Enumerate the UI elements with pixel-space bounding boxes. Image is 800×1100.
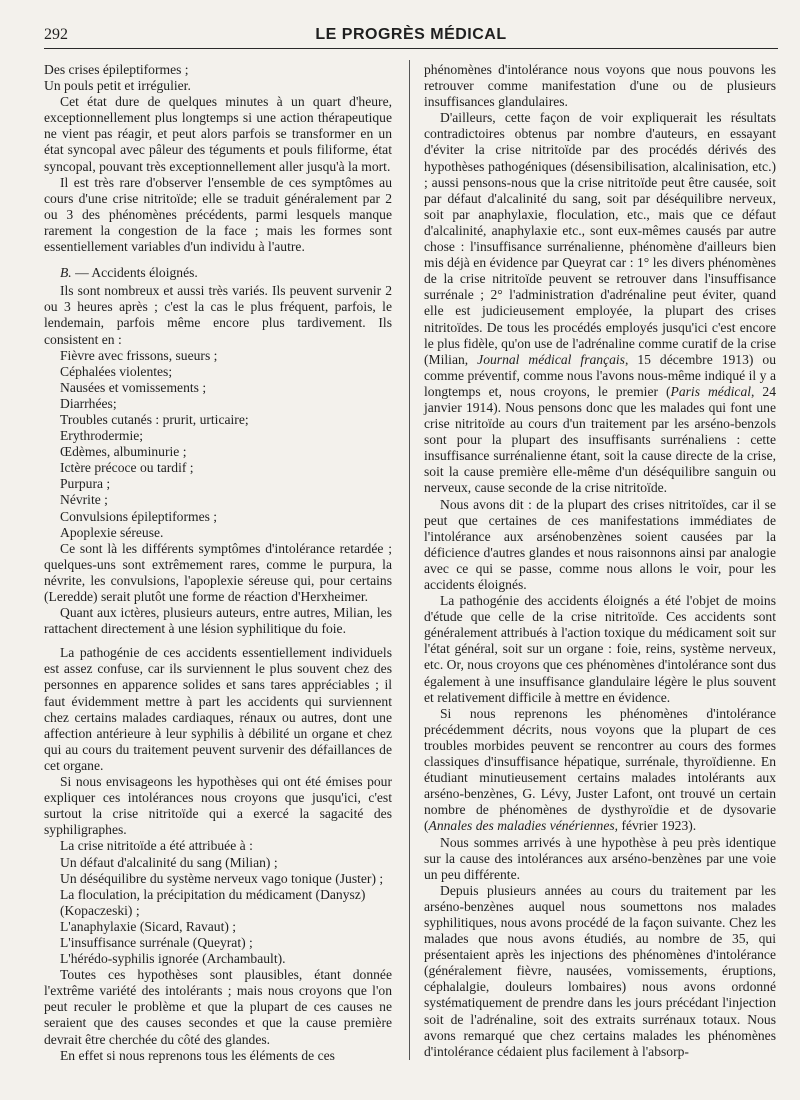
journal-citation: Journal médical français: [477, 351, 625, 367]
paragraph: La pathogénie des accidents éloignés a été l'objet de moins d'étude que celle de la crise nitritoïde. Ces accidents sont généralement attribués à l'action toxique du médicament soit sur l'état général, soit sur un organe : foie, reins, système nerveux, etc. Or, nous croyons que ces phénomènes d'intolérance sont dus également à une insuffisance glandulaire légère le plus souvent et relativement difficile à mettre en évidence.: [424, 593, 776, 705]
column-divider: [409, 60, 410, 1060]
paragraph: [424, 706, 776, 835]
paragraph: Un pouls petit et irrégulier.: [44, 78, 191, 94]
list-item: Un défaut d'alcalinité du sang (Milian) ;: [60, 854, 278, 870]
list-item: Erythrodermie;: [60, 428, 144, 444]
list-item: Troubles cutanés : prurit, urticaire;: [60, 411, 249, 427]
text-run: D'ailleurs, cette façon de voir expliquerait les résultats contradictoires obtenus par nombre d'auteurs, en essayant d'éviter la crise nitritoïde par des procédés dérivés des hypothèses pathogéniques (désensibilisation, alcalinisation, etc.) ; aussi pensons-nous que la crise nitritoïde peut être causée, soit par défaut d'alcalinité du sang, soit par déséquilibre nerveux, soit par anaphylaxie, floculation, etc., mais que ce défaut d'alcalinité, anaphylaxie etc., sont eux-mêmes causés par autre chose : l'insuffisance surrénalienne, phénomène d'ailleurs bien mis déjà en évidence par Queyrat car : 1° les divers phénomènes de la crise nitritoïde peuvent se retrouver dans l'insuffisance surrénale ; 2° l'administration d'adrénaline peut éviter, quand elle est judicieusement employée, la plupart des crises nitritoïdes. De tous les procédés employés jusqu'ici c'est encore le plus fidèle, qu'on use de l'adrénaline comme curatif de la crise (Milian,: [424, 110, 776, 367]
paragraph: phénomènes d'intolérance nous voyons que nous pouvons les retrouver comme manifestation d'une ou de plusieurs insuffisances glandulaires.: [424, 62, 776, 110]
list-item: L'hérédo-syphilis ignorée (Archambault).: [60, 951, 286, 967]
text-run: , 15 décembre 1913) ou comme préventif, comme nous l'avons nous-même indiqué il y a longtemps et, nous croyons, le premier (: [424, 351, 776, 399]
paragraph: Des crises épileptiformes ;: [44, 62, 189, 77]
page-number: 292: [44, 26, 68, 43]
paragraph: Toutes ces hypothèses sont plausibles, étant donnée l'extrême variété des intolérants ; mais nous croyons que l'on peut reculer le problème et que la plupart de ces causes ne seraient que des causes secondes et que la cause première devrait être cherchée du côté des glandes.: [44, 967, 392, 1047]
list-item: Œdèmes, albuminurie ;: [60, 444, 187, 460]
paragraph: En effet si nous reprenons tous les éléments de ces: [60, 1047, 335, 1063]
paragraph: Ce sont là les différents symptômes d'intolérance retardée ; quelques-uns sont extrêmement rares, comme le purpura, la névrite, les convulsions, l'apoplexie séreuse qui, pour certains (Leredde) serait plutôt une forme de réaction d'Herxheimer.: [44, 540, 392, 604]
paragraph: Nous avons dit : de la plupart des crises nitritoïdes, car il se peut que certaines de ces manifestations immédiates de l'intolérance aux arsénobenzènes soient causées par la déficience d'autres glandes et nous raisonnons ainsi par analogie avec ce qui se passe, comme nous allons le voir, pour les accidents éloignés.: [424, 496, 776, 592]
section-title: — Accidents éloignés.: [71, 265, 198, 281]
list-item: Apoplexie séreuse.: [60, 524, 164, 540]
section-heading: [44, 265, 392, 281]
list-item: L'insuffisance surrénale (Queyrat) ;: [60, 934, 253, 950]
journal-citation: Paris médical: [670, 383, 752, 399]
paragraph: Depuis plusieurs années au cours du traitement par les arséno-benzènes auquel nous soumettons nos malades syphilitiques, nous avons procédé de la façon suivante. Chez les malades que nous avons étudiés, au nombre de 35, qui présentaient après les injections des phénomènes d'intolérance (généralement fièvre, nausées, vomissements, éruptions, céphalalgie, douleurs lombaires) nous avons ordonné systématiquement de prendre dans les jours précédant l'injection soit de l'adrénaline, soit des extraits surrénaux totaux. Nous avons remarqué que chez certains malades les phénomènes d'intolérance cédaient plus facilement à l'absorp-: [424, 882, 776, 1059]
list-item: L'anaphylaxie (Sicard, Ravaut) ;: [60, 918, 237, 934]
list-item: Diarrhées;: [60, 395, 117, 411]
list-item: Nausées et vomissements ;: [60, 379, 207, 395]
section-letter: B.: [60, 265, 72, 281]
left-column: [44, 62, 392, 1064]
list-item: Névrite ;: [60, 492, 108, 508]
paragraph: La crise nitritoïde a été attribuée à :: [60, 838, 253, 854]
right-column: [424, 62, 776, 1060]
paragraph: Cet état dure de quelques minutes à un quart d'heure, exceptionnellement plus longtemps si une action thérapeutique ne vient pas réagir, et peut alors parfois se transformer en un état syncopal avec pâleur des téguments et pouls filiforme, état syncopal, pouvant très exceptionnellement aller jusqu'à la mort.: [44, 94, 392, 174]
list-item: Ictère précoce ou tardif ;: [60, 460, 194, 476]
paragraph: Ils sont nombreux et aussi très variés. Ils peuvent survenir 2 ou 3 heures après ; c'est la cas le plus fréquent, parfois, le lendemain, parfois même encore plus tardivement. Ils consistent en :: [44, 283, 392, 347]
paragraph: Si nous envisageons les hypothèses qui ont été émises pour expliquer ces intolérances nous croyons que jusqu'ici, c'est surtout la crise nitritoïde qui a exercé la sagacité des syphiligraphes.: [44, 774, 392, 838]
paragraph: Nous sommes arrivés à une hypothèse à peu près identique sur la cause des intolérances aux arséno-benzènes par une voie un peu différente.: [424, 834, 776, 882]
list-item: Céphalées violentes;: [60, 363, 173, 379]
paragraph-gap: [44, 637, 392, 645]
list-item: Convulsions épileptiformes ;: [60, 508, 218, 524]
list-item: Fièvre avec frissons, sueurs ;: [60, 347, 218, 363]
journal-title: LE PROGRÈS MÉDICAL: [315, 26, 507, 43]
journal-citation: Annales des maladies vénériennes: [428, 818, 615, 834]
paragraph: Quant aux ictères, plusieurs auteurs, entre autres, Milian, les rattachent directement à une lésion syphilitique du foie.: [44, 605, 392, 637]
page-header: [44, 22, 778, 49]
text-run: , 24 janvier 1914). Nous pensons donc que les malades qui font une crise nitritoïde au cours d'un traitement par les arséno-benzols sont pour la plupart des insuffisants surrénaliens : cette insuffisance surrénalienne étant, soit la cause directe de la crise, soit la cause première elle-même d'un déséquilibre sanguin ou nerveux, cause seconde de la crise nitritoïde.: [424, 383, 776, 496]
list-item: La floculation, la précipitation du médicament (Danysz) (Kopaczeski) ;: [60, 886, 366, 918]
text-run: Si nous reprenons les phénomènes d'intolérance précédemment décrits, nous voyons que la plupart de ces troubles morbides peuvent se rencontrer au cours des formes classiques d'insuffisance hépatique, surrénale, thyroïdienne. En étudiant minutieusement certains malades intolérants aux arséno-benzènes, G. Lévy, Juster Lafont, ont trouvé un certain nombre de phénomènes de dysthyroïdie et de dysovarie (: [424, 705, 776, 834]
list-item: Un déséquilibre du système nerveux vago tonique (Juster) ;: [60, 870, 384, 886]
list-item: Purpura ;: [60, 476, 111, 492]
paragraph: Il est très rare d'observer l'ensemble de ces symptômes au cours d'une crise nitritoïde; elle se traduit généralement par 2 ou 3 des phénomènes précédents, parmi lesquels manque rarement la congestion de la face ; mais les formes sont essentiellement variables d'un individu à l'autre.: [44, 174, 392, 255]
paragraph: La pathogénie de ces accidents essentiellement individuels est assez confuse, car ils surviennent le plus souvent chez des personnes en apparence solides et sans tares appréciables ; il faut évidemment mettre à part les accidents qui surviennent chez certains malades cardiaques, rénaux ou autres, dont une affection antérieure à leur syphilis à débilité un organe et chez qui au cours du traitement peuvent survenir des défaillances de cet organe.: [44, 645, 392, 773]
text-run: , février 1923).: [614, 818, 697, 834]
paragraph: [424, 110, 776, 496]
